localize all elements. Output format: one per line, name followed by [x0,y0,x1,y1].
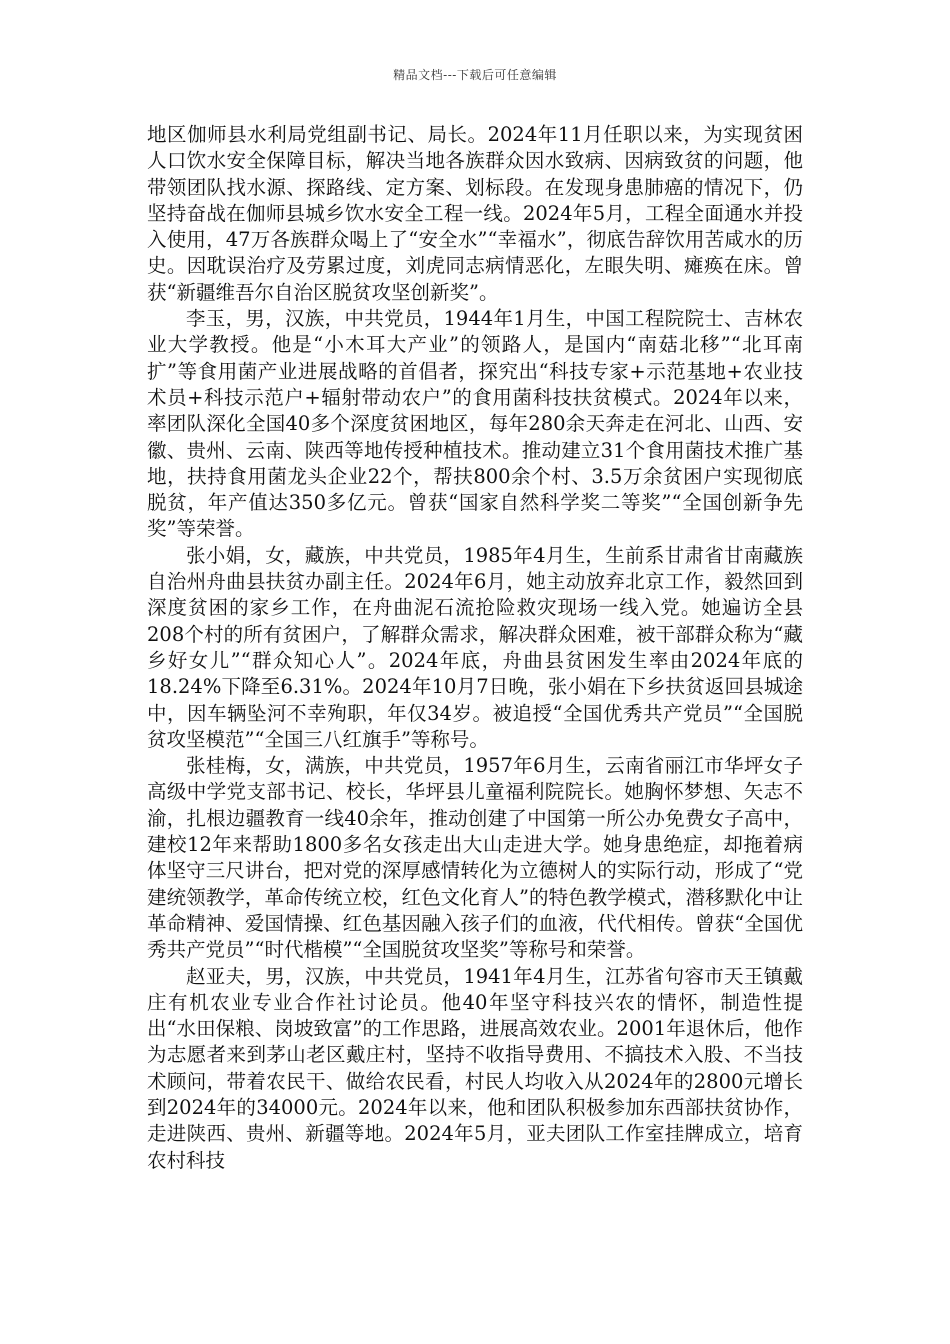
paragraph-zhang-guimei: 张桂梅，女，满族，中共党员，1957年6月生，云南省丽江市华坪女子高级中学党支部书记、校长，华坪县儿童福利院院长。她胸怀梦想、矢志不渝，扎根边疆教育一线40余年，推动创建了中国第一所公办免费女子高中，建校12年来帮助1800多名女孩走出大山走进大学。她身患绝症，却拖着病体坚守三尺讲台，把对党的深厚感情转化为立德树人的实际行动，形成了“党建统领教学，革命传统立校，红色文化育人”的特色教学模式，潜移默化中让革命精神、爱国情操、红色基因融入孩子们的血液，代代相传。曾获“全国优秀共产党员”“时代楷模”“全国脱贫攻坚奖”等称号和荣誉。 [147,754,803,962]
paragraph-zhang-xiaojuan: 张小娟，女，藏族，中共党员，1985年4月生，生前系甘肃省甘南藏族自治州舟曲县扶贫办副主任。2024年6月，她主动放弃北京工作，毅然回到深度贫困的家乡工作，在舟曲泥石流抢险救灾现场一线入党。她遍访全县208个村的所有贫困户，了解群众需求，解决群众困难，被干部群众称为“藏乡好女儿”“群众知心人”。2024年底，舟曲县贫困发生率由2024年底的18.24%下降至6.31%。2024年10月7日晚，张小娟在下乡扶贫返回县城途中，因车辆坠河不幸殉职，年仅34岁。被追授“全国优秀共产党员”“全国脱贫攻坚模范”“全国三八红旗手”等称号。 [147,543,803,751]
paragraph-li-yu: 李玉，男，汉族，中共党员，1944年1月生，中国工程院院士、吉林农业大学教授。他是“小木耳大产业”的领路人，是国内“南菇北移”“北耳南扩”等食用菌产业进展战略的首倡者，探究出“科技专家+示范基地+农业技术员+科技示范户+辐射带动农户”的食用菌科技扶贫模式。2024年以来，率团队深化全国40多个深度贫困地区，每年280余天奔走在河北、山西、安徽、贵州、云南、陕西等地传授种植技术。推动建立31个食用菌技术推广基地，扶持食用菌龙头企业22个，帮扶800余个村、3.5万余贫困户实现彻底脱贫，年产值达350多亿元。曾获“国家自然科学奖二等奖”“全国创新争先奖”等荣誉。 [147,307,803,541]
page-header: 精品文档---下载后可任意编辑 [393,68,557,82]
document-body [147,122,803,1174]
paragraph-zhao-yafu: 赵亚夫，男，汉族，中共党员，1941年4月生，江苏省句容市天王镇戴庄有机农业专业合作社讨论员。他40年坚守科技兴农的情怀，制造性提出“水田保粮、岗坡致富”的工作思路，进展高效农业。2001年退休后，他作为志愿者来到茅山老区戴庄村，坚持不收指导费用、不搞技术入股、不当技术顾问，带着农民干、做给农民看，村民人均收入从2024年的2800元增长到2024年的34000元。2024年以来，他和团队积极参加东西部扶贫协作，走进陕西、贵州、新疆等地。2024年5月，亚夫团队工作室挂牌成立，培育农村科技 [147,964,803,1172]
paragraph-liu-hu: 地区伽师县水利局党组副书记、局长。2024年11月任职以来，为实现贫困人口饮水安全保障目标，解决当地各族群众因水致病、因病致贫的问题，他带领团队找水源、探路线、定方案、划标段。在发现身患肺癌的情况下，仍坚持奋战在伽师县城乡饮水安全工程一线。2024年5月，工程全面通水并投入使用，47万各族群众喝上了“安全水”“幸福水”，彻底告辞饮用苦咸水的历史。因耽误治疗及劳累过度，刘虎同志病情恶化，左眼失明、瘫痪在床。曾获“新疆维吾尔自治区脱贫攻坚创新奖”。 [147,123,803,304]
